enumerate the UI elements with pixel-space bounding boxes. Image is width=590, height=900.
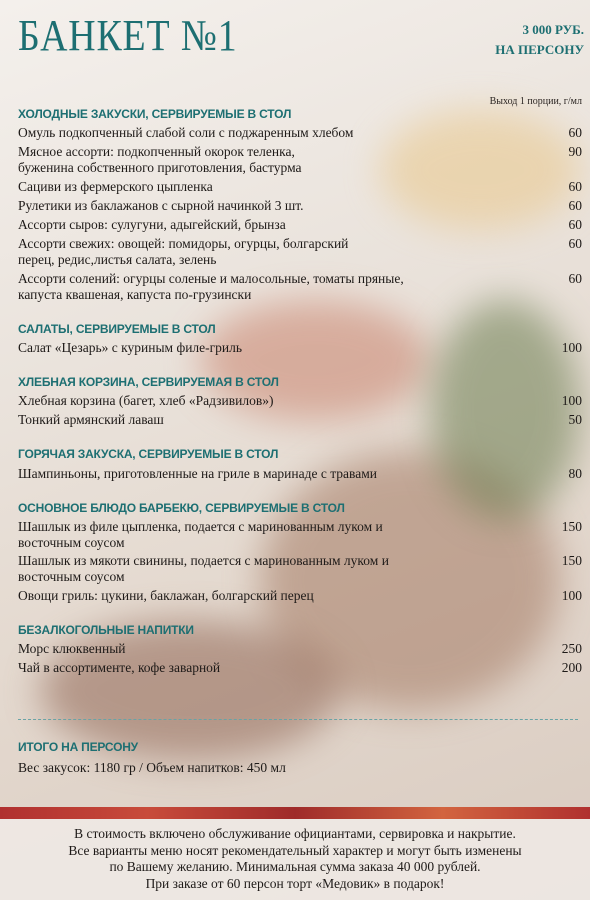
- menu-item: [18, 144, 582, 176]
- divider: [18, 719, 578, 720]
- yield-note: Выход 1 порции, г/мл: [489, 96, 582, 107]
- item-name: Шашлык из мякоти свинины, подается с маринованным луком и восточным соусом: [18, 553, 389, 584]
- item-qty: 90: [568, 144, 582, 159]
- menu-item: [18, 236, 582, 268]
- item-name: Хлебная корзина (багет, хлеб «Радзивилов»): [18, 393, 274, 408]
- item-name: Салат «Цезарь» с куриным филе-гриль: [18, 340, 243, 355]
- item-qty: 150: [561, 553, 582, 568]
- item-qty: 60: [568, 217, 582, 232]
- item-name: Шампиньоны, приготовленные на гриле в маринаде с травами: [18, 466, 377, 481]
- item-name: Морс клюквенный: [18, 641, 126, 656]
- price-amount: 3 000 РУБ.: [522, 22, 584, 37]
- item-qty: 60: [568, 236, 582, 251]
- footer-notes: [0, 819, 590, 900]
- item-name: Овощи гриль: цукини, баклажан, болгарский перец: [18, 588, 314, 603]
- menu-item: [18, 660, 582, 676]
- price-per-person: [495, 20, 584, 60]
- decorative-band: [0, 807, 590, 819]
- total-summary: Вес закусок: 1180 гр / Объем напитков: 450 мл: [18, 760, 286, 775]
- price-unit: НА ПЕРСОНУ: [495, 42, 584, 57]
- section-title-soft-drinks: БЕЗАЛКОГОЛЬНЫЕ НАПИТКИ: [18, 623, 194, 637]
- section-title-cold-appetizers: ХОЛОДНЫЕ ЗАКУСКИ, СЕРВИРУЕМЫЕ В СТОЛ: [18, 107, 292, 121]
- item-qty: 200: [561, 660, 582, 675]
- menu-item: [18, 198, 582, 214]
- menu-item: [18, 340, 582, 356]
- item-qty: 250: [561, 641, 582, 656]
- item-qty: 100: [561, 393, 582, 408]
- menu-item: [18, 553, 582, 585]
- item-name: Ассорти свежих: овощей: помидоры, огурцы, болгарский перец, редис,листья салата, зелень: [18, 236, 349, 267]
- item-qty: 60: [568, 179, 582, 194]
- menu-item: [18, 641, 582, 657]
- item-name: Мясное ассорти: подкопченный окорок теленка, буженина собственного приготовления, бастурма: [18, 144, 302, 175]
- menu-item: [18, 125, 582, 141]
- section-title-hot-appetizer: ГОРЯЧАЯ ЗАКУСКА, СЕРВИРУЕМЫЕ В СТОЛ: [18, 447, 279, 461]
- item-name: Чай в ассортименте, кофе заварной: [18, 660, 221, 675]
- item-qty: 80: [568, 466, 582, 481]
- item-name: Сациви из фермерского цыпленка: [18, 179, 213, 194]
- menu-title: БАНКЕТ №1: [18, 11, 238, 60]
- item-name: Шашлык из филе цыпленка, подается с маринованным луком и восточным соусом: [18, 519, 383, 550]
- menu-item: [18, 519, 582, 551]
- total-title: ИТОГО НА ПЕРСОНУ: [18, 740, 138, 754]
- section-title-bbq-main: ОСНОВНОЕ БЛЮДО БАРБЕКЮ, СЕРВИРУЕМЫЕ В СТОЛ: [18, 501, 345, 515]
- item-name: Омуль подкопченный слабой соли с поджаренным хлебом: [18, 125, 354, 140]
- item-name: Ассорти сыров: сулугуни, адыгейский, брынза: [18, 217, 286, 232]
- menu-item: [18, 271, 582, 303]
- menu-item: [18, 217, 582, 233]
- menu-item: [18, 393, 582, 409]
- item-name: Тонкий армянский лаваш: [18, 412, 164, 427]
- item-name: Рулетики из баклажанов с сырной начинкой 3 шт.: [18, 198, 304, 213]
- footer-line: В стоимость включено обслуживание официантами, сервировка и накрытие.: [74, 826, 516, 841]
- item-qty: 150: [561, 519, 582, 534]
- footer-line: При заказе от 60 персон торт «Медовик» в подарок!: [145, 875, 445, 891]
- item-qty: 50: [568, 412, 582, 427]
- section-title-bread-basket: ХЛЕБНАЯ КОРЗИНА, СЕРВИРУЕМАЯ В СТОЛ: [18, 375, 279, 389]
- item-qty: 60: [568, 125, 582, 140]
- section-title-salads: САЛАТЫ, СЕРВИРУЕМЫЕ В СТОЛ: [18, 322, 216, 336]
- menu-item: [18, 179, 582, 195]
- footer-line: по Вашему желанию. Минимальная сумма заказа 40 000 рублей.: [109, 859, 481, 874]
- item-name: Ассорти солений: огурцы соленые и малосольные, томаты пряные, капуста квашеная, капуста по-грузински: [18, 271, 404, 302]
- item-qty: 100: [561, 588, 582, 603]
- item-qty: 60: [568, 271, 582, 286]
- footer-line: Все варианты меню носят рекомендательный характер и могут быть изменены: [68, 842, 522, 858]
- item-qty: 60: [568, 198, 582, 213]
- item-qty: 100: [561, 340, 582, 355]
- menu-item: [18, 588, 582, 604]
- menu-item: [18, 466, 582, 482]
- menu-item: [18, 412, 582, 428]
